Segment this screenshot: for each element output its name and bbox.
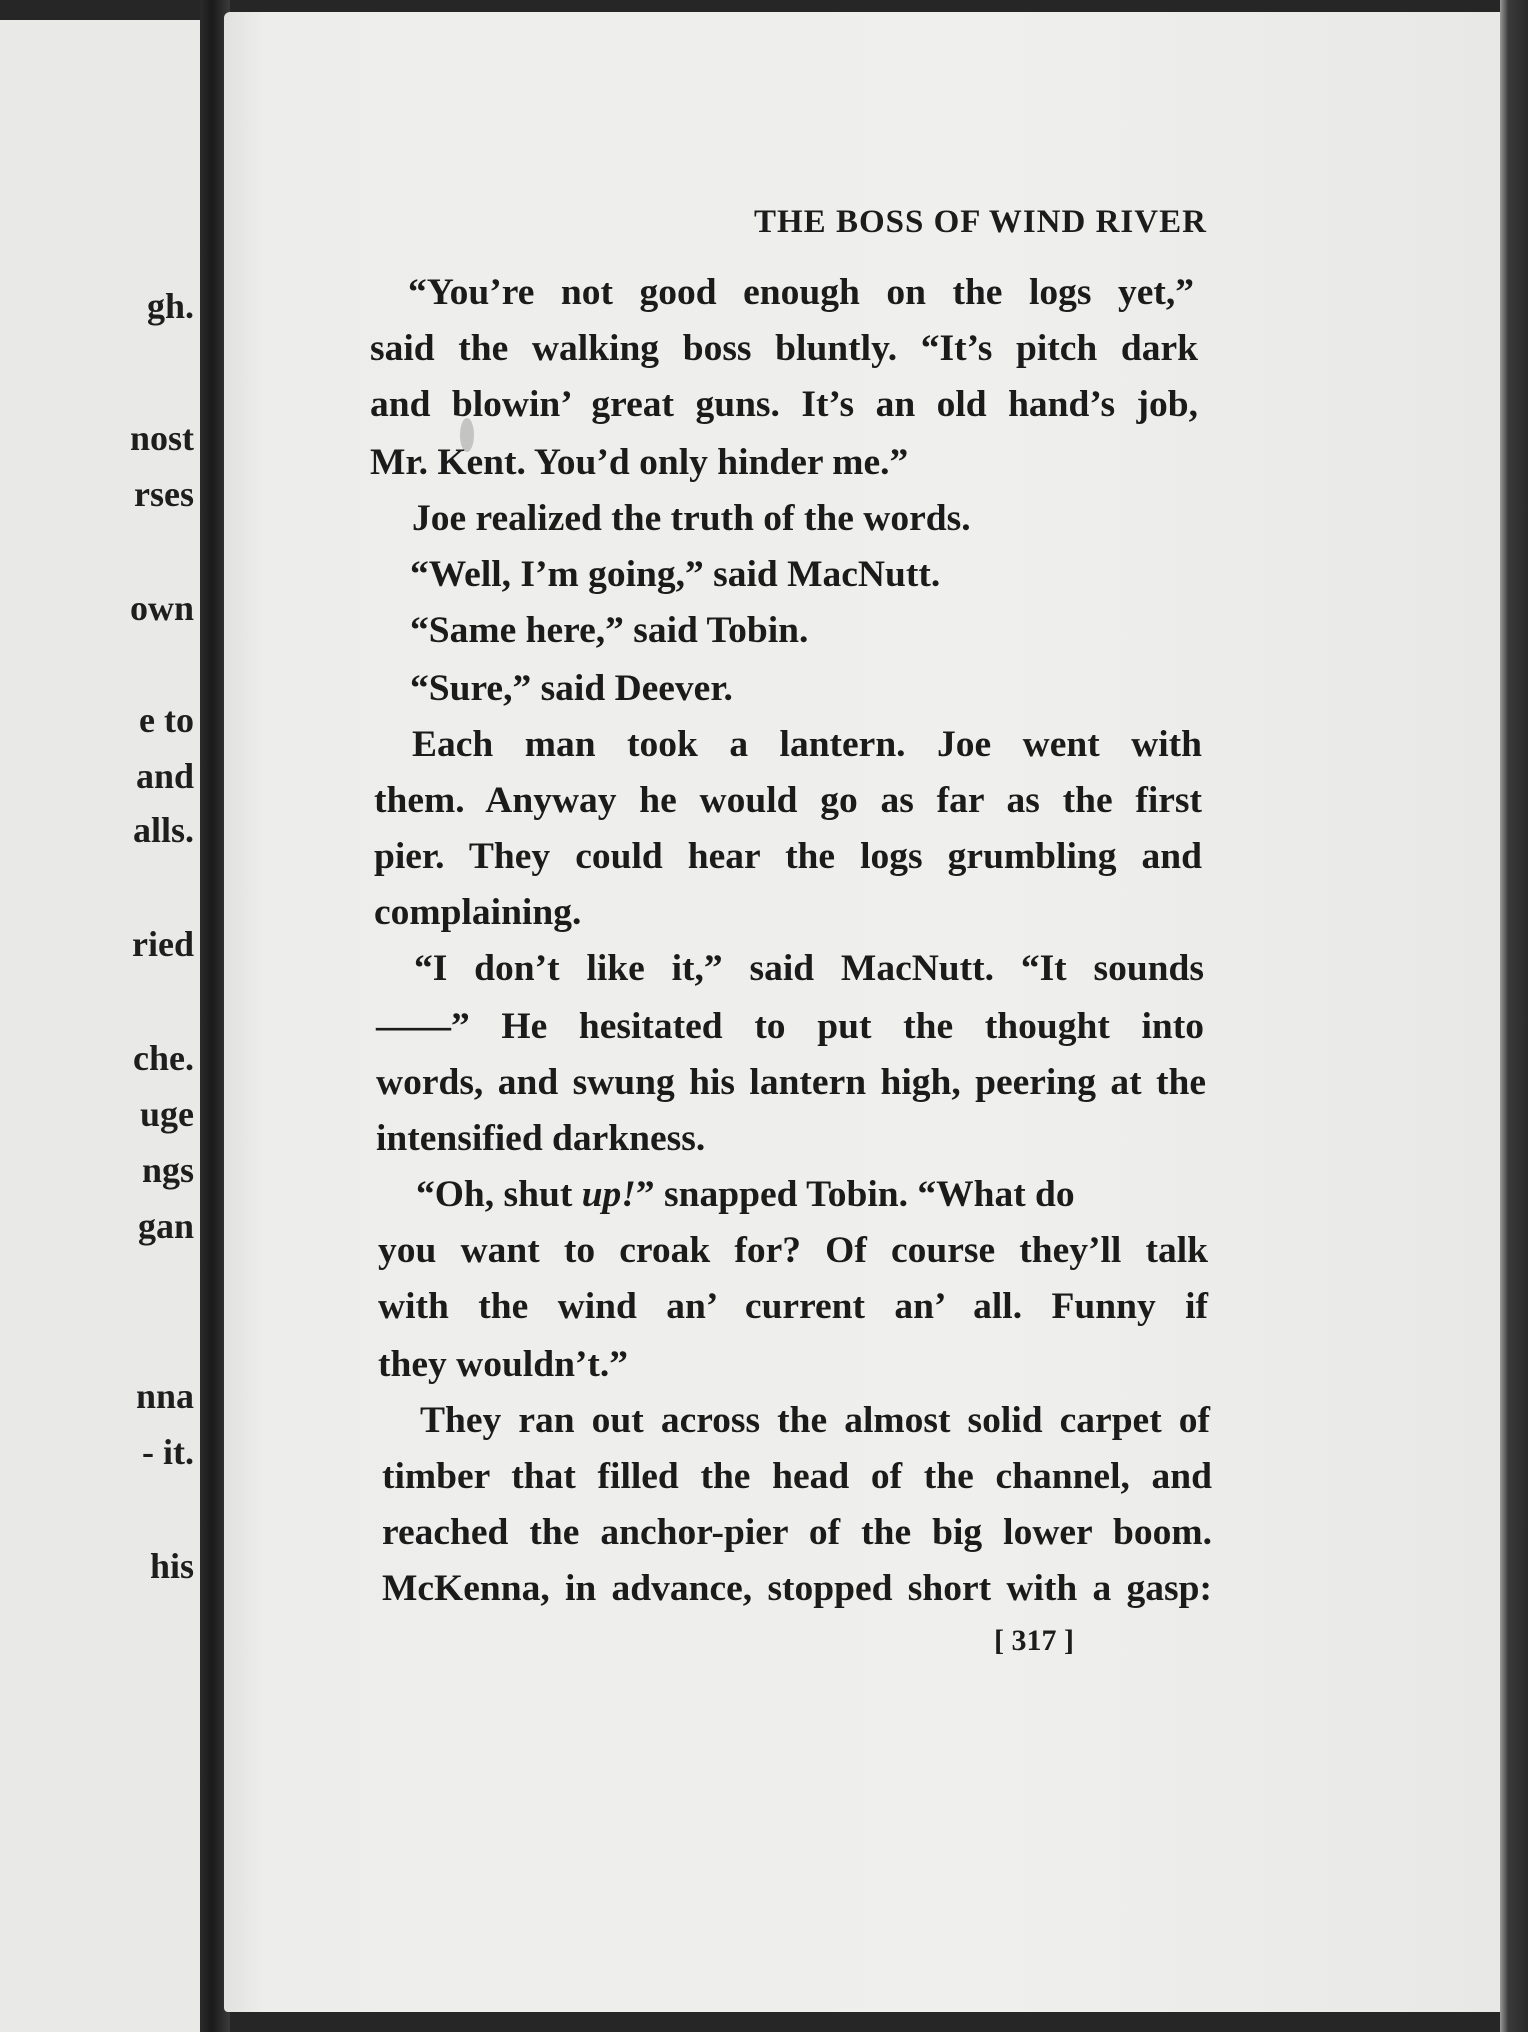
text-line: timber that filled the head of the channel, and [382, 1456, 1212, 1497]
text-line: you want to croak for? Of course they’ll talk [378, 1230, 1208, 1271]
text-line: said the walking boss bluntly. “It’s pitch dark [370, 328, 1198, 369]
text-line: reached the anchor-pier of the big lower boom. [382, 1512, 1212, 1553]
text-line [416, 1176, 1208, 1214]
page-edge-shadow [1500, 0, 1528, 2032]
text-line: McKenna, in advance, stopped short with a gasp: [382, 1568, 1212, 1609]
left-page-fragment: and [135, 756, 194, 796]
text-line: with the wind an’ current an’ all. Funny if [378, 1286, 1208, 1327]
text-line: ——” He hesitated to put the thought into [376, 1006, 1204, 1047]
left-page-fragment: ngs [141, 1150, 194, 1190]
text-line: Joe realized the truth of the words. [412, 498, 971, 539]
left-page [0, 20, 208, 2032]
left-page-fragment: uge [140, 1094, 194, 1134]
text-line: and blowin’ great guns. It’s an old hand’s job, [370, 384, 1198, 425]
text-run: ” snapped Tobin. “What do [635, 1174, 1075, 1215]
page-number: [ 317 ] [994, 1624, 1074, 1657]
text-line: “Sure,” said Deever. [410, 668, 733, 709]
text-line: words, and swung his lantern high, peering at the [376, 1062, 1206, 1103]
left-page-fragment: - it. [142, 1432, 194, 1472]
text-line: complaining. [374, 892, 582, 933]
left-page-fragment: own [129, 588, 194, 628]
text-line: Mr. Kent. You’d only hinder me.” [370, 442, 909, 483]
left-page-fragment: nost [129, 418, 194, 458]
running-head: THE BOSS OF WIND RIVER [754, 204, 1207, 240]
left-page-fragment: alls. [132, 810, 194, 850]
left-page-fragment: rses [134, 474, 194, 514]
text-run: “Oh, shut [416, 1174, 582, 1215]
text-line: “Same here,” said Tobin. [410, 610, 809, 651]
left-page-fragment: his [149, 1546, 194, 1586]
text-line: “Well, I’m going,” said MacNutt. [410, 554, 941, 595]
text-line: “You’re not good enough on the logs yet,” [408, 272, 1194, 313]
text-line: “I don’t like it,” said MacNutt. “It sounds [414, 948, 1204, 989]
left-page-fragment: e to [139, 700, 194, 740]
text-line: intensified darkness. [376, 1118, 706, 1159]
left-page-fragment: gan [137, 1206, 194, 1246]
text-line: Each man took a lantern. Joe went with [412, 724, 1202, 765]
left-page-fragment: ried [132, 924, 194, 964]
text-line: They ran out across the almost solid carpet of [420, 1400, 1210, 1441]
right-page [224, 12, 1510, 2012]
text-line: them. Anyway he would go as far as the first [374, 780, 1202, 821]
text-line: pier. They could hear the logs grumbling and [374, 836, 1202, 877]
left-page-fragment: gh. [146, 286, 194, 326]
left-page-fragment: nna [135, 1376, 194, 1416]
emphasis-run: up! [581, 1174, 636, 1215]
text-line: they wouldn’t.” [378, 1344, 629, 1385]
left-page-fragment: che. [133, 1038, 194, 1078]
